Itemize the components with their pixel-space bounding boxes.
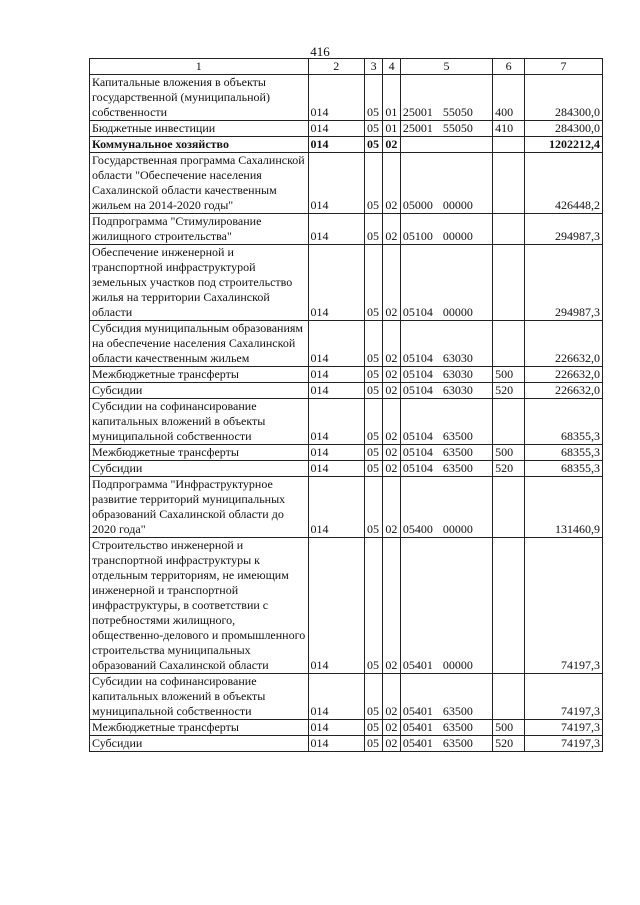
ministry-code-cell: 014 (308, 121, 364, 137)
table-row (90, 445, 603, 461)
section-code-cell: 05 (364, 321, 382, 367)
program-code: 05104 (402, 429, 433, 443)
row-name-cell: Коммунальное хозяйство (90, 137, 309, 153)
table-row (90, 383, 603, 399)
expense-type-cell (493, 153, 525, 214)
section-code-cell: 05 (364, 383, 382, 399)
direction-code: 55050 (442, 121, 473, 135)
expense-type-cell (493, 674, 525, 720)
amount-cell: 294987,3 (524, 214, 602, 245)
subsection-code-cell: 01 (383, 75, 400, 121)
row-name-cell: Межбюджетные трансферты (90, 720, 309, 736)
table-row (90, 736, 603, 752)
table-row (90, 720, 603, 736)
ministry-code-cell: 014 (308, 137, 364, 153)
subsection-code-cell: 02 (383, 367, 400, 383)
page-number: 416 (310, 44, 330, 59)
table-row (90, 75, 603, 121)
program-code: 05100 (402, 229, 433, 243)
program-code: 05104 (402, 351, 433, 365)
column-header: 3 (364, 59, 382, 75)
expense-type-cell: 400 (493, 75, 525, 121)
section-code-cell: 05 (364, 674, 382, 720)
amount-cell: 226632,0 (524, 383, 602, 399)
column-header: 1 (90, 59, 309, 75)
section-code-cell: 05 (364, 214, 382, 245)
ministry-code-cell: 014 (308, 674, 364, 720)
program-code: 05104 (402, 383, 433, 397)
amount-cell: 68355,3 (524, 461, 602, 477)
table-row (90, 367, 603, 383)
subsection-code-cell: 02 (383, 720, 400, 736)
target-article-cell (400, 245, 492, 321)
expense-type-cell: 410 (493, 121, 525, 137)
table-row (90, 214, 603, 245)
section-code-cell: 05 (364, 720, 382, 736)
column-header: 5 (400, 59, 492, 75)
row-name-cell: Подпрограмма "Стимулирование жилищного строительства" (90, 214, 309, 245)
program-code: 05104 (402, 305, 433, 319)
row-name-cell: Обеспечение инженерной и транспортной инфраструктурой земельных участков под строительство жилья на территории Сахалинской области (90, 245, 309, 321)
budget-table (89, 58, 603, 752)
target-article-cell (400, 736, 492, 752)
ministry-code-cell: 014 (308, 720, 364, 736)
amount-cell: 226632,0 (524, 367, 602, 383)
direction-code: 00000 (442, 658, 473, 672)
target-article-cell (400, 674, 492, 720)
row-name-cell: Субсидии (90, 736, 309, 752)
program-code: 05400 (402, 522, 433, 536)
amount-cell: 284300,0 (524, 121, 602, 137)
expense-type-cell: 520 (493, 461, 525, 477)
direction-code: 00000 (442, 305, 473, 319)
target-article-cell (400, 383, 492, 399)
expense-type-cell: 520 (493, 383, 525, 399)
target-article-cell (400, 477, 492, 538)
section-code-cell: 05 (364, 137, 382, 153)
row-name-cell: Государственная программа Сахалинской области "Обеспечение населения Сахалинской области качественным жильем на 2014-2020 годы" (90, 153, 309, 214)
section-code-cell: 05 (364, 121, 382, 137)
direction-code: 63030 (442, 351, 473, 365)
direction-code: 63500 (442, 429, 473, 443)
row-name-cell: Субсидии (90, 461, 309, 477)
expense-type-cell: 520 (493, 736, 525, 752)
amount-cell: 74197,3 (524, 720, 602, 736)
direction-code: 63500 (442, 720, 473, 734)
expense-type-cell (493, 245, 525, 321)
target-article-cell (400, 445, 492, 461)
table-row (90, 121, 603, 137)
row-name-cell: Подпрограмма "Инфраструктурное развитие территорий муниципальных образований Сахалинской области до 2020 года" (90, 477, 309, 538)
amount-cell: 68355,3 (524, 445, 602, 461)
subsection-code-cell: 02 (383, 445, 400, 461)
row-name-cell: Субсидии на софинансирование капитальных вложений в объекты муниципальной собственности (90, 399, 309, 445)
table-row (90, 321, 603, 367)
target-article-cell (400, 153, 492, 214)
target-article-cell (400, 538, 492, 674)
amount-cell: 131460,9 (524, 477, 602, 538)
direction-code: 63030 (442, 367, 473, 381)
row-name-cell: Субсидии на софинансирование капитальных вложений в объекты муниципальной собственности (90, 674, 309, 720)
row-name-cell: Бюджетные инвестиции (90, 121, 309, 137)
column-header: 7 (524, 59, 602, 75)
program-code: 25001 (402, 105, 433, 119)
table-row (90, 538, 603, 674)
column-header: 4 (383, 59, 400, 75)
column-header: 6 (493, 59, 525, 75)
target-article-cell (400, 121, 492, 137)
ministry-code-cell: 014 (308, 153, 364, 214)
section-code-cell: 05 (364, 445, 382, 461)
direction-code: 00000 (442, 522, 473, 536)
subsection-code-cell: 02 (383, 461, 400, 477)
table-row (90, 461, 603, 477)
direction-code: 63500 (442, 445, 473, 459)
ministry-code-cell: 014 (308, 461, 364, 477)
expense-type-cell (493, 321, 525, 367)
table-row (90, 137, 603, 153)
direction-code: 63500 (442, 736, 473, 750)
amount-cell: 74197,3 (524, 674, 602, 720)
subsection-code-cell: 02 (383, 214, 400, 245)
amount-cell: 226632,0 (524, 321, 602, 367)
direction-code: 63500 (442, 704, 473, 718)
table-row (90, 399, 603, 445)
expense-type-cell: 500 (493, 720, 525, 736)
direction-code: 00000 (442, 198, 473, 212)
program-code: 05104 (402, 461, 433, 475)
target-article-cell (400, 720, 492, 736)
ministry-code-cell: 014 (308, 445, 364, 461)
budget-table-body (90, 59, 603, 752)
amount-cell: 74197,3 (524, 538, 602, 674)
target-article-cell (400, 461, 492, 477)
ministry-code-cell: 014 (308, 736, 364, 752)
expense-type-cell (493, 477, 525, 538)
column-header: 2 (308, 59, 364, 75)
section-code-cell: 05 (364, 538, 382, 674)
amount-cell: 1202212,4 (524, 137, 602, 153)
section-code-cell: 05 (364, 461, 382, 477)
target-article-cell (400, 75, 492, 121)
expense-type-cell (493, 137, 525, 153)
amount-cell: 74197,3 (524, 736, 602, 752)
subsection-code-cell: 02 (383, 736, 400, 752)
program-code: 05104 (402, 367, 433, 381)
program-code: 05401 (402, 704, 433, 718)
target-article-cell (400, 214, 492, 245)
expense-type-cell: 500 (493, 367, 525, 383)
amount-cell: 68355,3 (524, 399, 602, 445)
table-row (90, 674, 603, 720)
direction-code: 55050 (442, 105, 473, 119)
expense-type-cell (493, 214, 525, 245)
expense-type-cell (493, 399, 525, 445)
direction-code: 00000 (442, 229, 473, 243)
ministry-code-cell: 014 (308, 383, 364, 399)
section-code-cell: 05 (364, 367, 382, 383)
program-code: 25001 (402, 121, 433, 135)
row-name-cell: Субсидия муниципальным образованиям на обеспечение населения Сахалинской области качественным жильем (90, 321, 309, 367)
row-name-cell: Межбюджетные трансферты (90, 445, 309, 461)
program-code: 05401 (402, 658, 433, 672)
subsection-code-cell: 02 (383, 321, 400, 367)
ministry-code-cell: 014 (308, 367, 364, 383)
section-code-cell: 05 (364, 477, 382, 538)
ministry-code-cell: 014 (308, 477, 364, 538)
section-code-cell: 05 (364, 153, 382, 214)
program-code: 05401 (402, 736, 433, 750)
program-code: 05401 (402, 720, 433, 734)
table-row (90, 245, 603, 321)
direction-code: 63500 (442, 461, 473, 475)
ministry-code-cell: 014 (308, 75, 364, 121)
ministry-code-cell: 014 (308, 399, 364, 445)
target-article-cell (400, 321, 492, 367)
section-code-cell: 05 (364, 736, 382, 752)
expense-type-cell (493, 538, 525, 674)
program-code: 05000 (402, 198, 433, 212)
table-row (90, 153, 603, 214)
row-name-cell: Строительство инженерной и транспортной инфраструктуры к отдельным территориям, не имеющим инженерной и транспортной инфраструктуры, в соответствии с потребностями жилищного, общественно-делового и промышленного строительства муниципальных образований Сахалинской области (90, 538, 309, 674)
section-code-cell: 05 (364, 75, 382, 121)
row-name-cell: Субсидии (90, 383, 309, 399)
subsection-code-cell: 01 (383, 121, 400, 137)
subsection-code-cell: 02 (383, 153, 400, 214)
target-article-cell (400, 399, 492, 445)
program-code: 05104 (402, 445, 433, 459)
target-article-cell (400, 137, 492, 153)
subsection-code-cell: 02 (383, 137, 400, 153)
subsection-code-cell: 02 (383, 674, 400, 720)
row-name-cell: Межбюджетные трансферты (90, 367, 309, 383)
ministry-code-cell: 014 (308, 538, 364, 674)
target-article-cell (400, 367, 492, 383)
subsection-code-cell: 02 (383, 538, 400, 674)
column-number-row (90, 59, 603, 75)
subsection-code-cell: 02 (383, 245, 400, 321)
section-code-cell: 05 (364, 399, 382, 445)
row-name-cell: Капитальные вложения в объекты государственной (муниципальной) собственности (90, 75, 309, 121)
section-code-cell: 05 (364, 245, 382, 321)
ministry-code-cell: 014 (308, 214, 364, 245)
ministry-code-cell: 014 (308, 321, 364, 367)
amount-cell: 426448,2 (524, 153, 602, 214)
amount-cell: 284300,0 (524, 75, 602, 121)
amount-cell: 294987,3 (524, 245, 602, 321)
subsection-code-cell: 02 (383, 477, 400, 538)
expense-type-cell: 500 (493, 445, 525, 461)
ministry-code-cell: 014 (308, 245, 364, 321)
direction-code: 63030 (442, 383, 473, 397)
subsection-code-cell: 02 (383, 383, 400, 399)
table-row (90, 477, 603, 538)
subsection-code-cell: 02 (383, 399, 400, 445)
